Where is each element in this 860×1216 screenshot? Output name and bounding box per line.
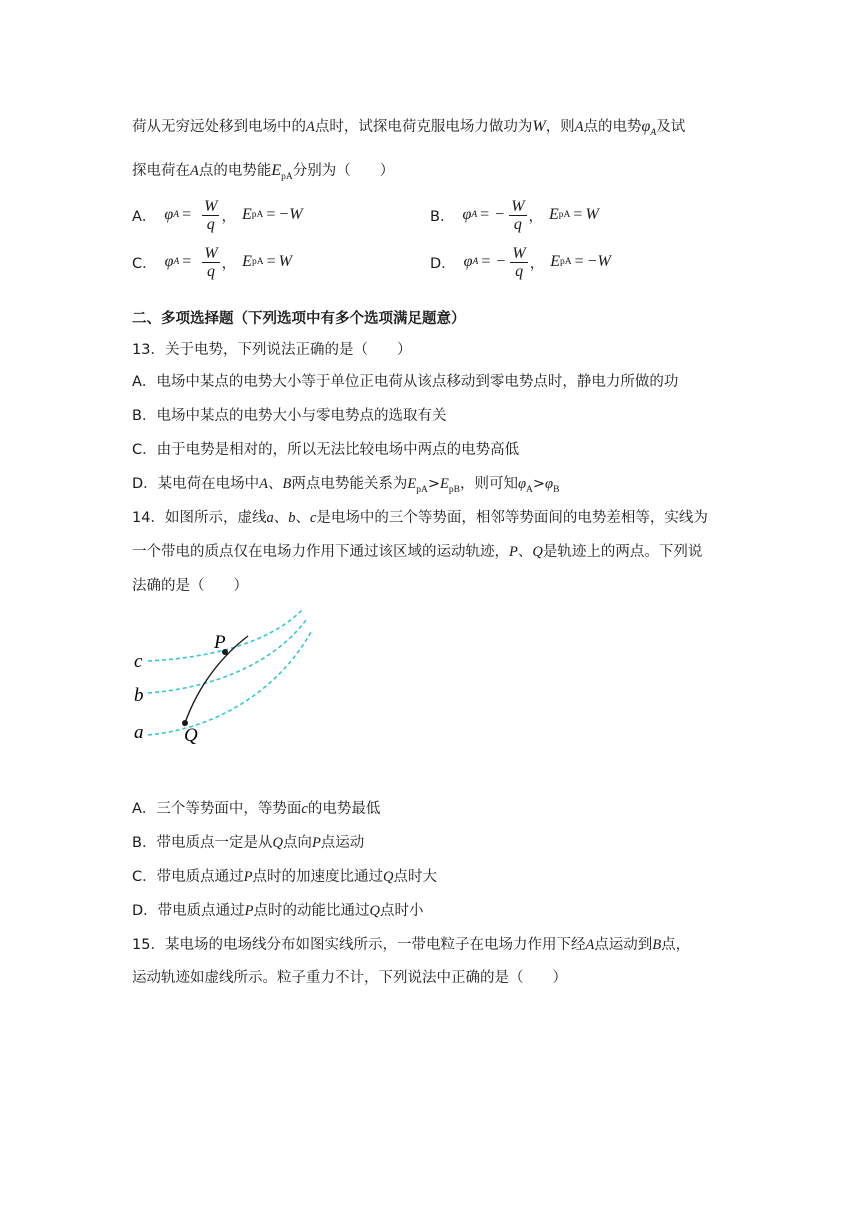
q13-stem: 13．关于电势，下列说法正确的是（ ） xyxy=(132,342,412,358)
q15-stem-line-1: 15．某电场的电场线分布如图实线所示，一带电粒子在电场力作用下经A点运动到B点， xyxy=(132,937,691,953)
q13-option-b[interactable]: B．电场中某点的电势大小与零电势点的选取有关 xyxy=(132,408,447,424)
equipotential-diagram xyxy=(128,604,328,754)
q12-stem-line-2: 探电荷在A点的电势能$E_{pA}$分别为（ ） xyxy=(132,162,395,182)
q12-option-b[interactable]: B． φ A = − $\frac{W}{q}$ ， E pA = W xyxy=(430,197,599,233)
q14-option-d[interactable]: D．带电质点通过P点时的动能比通过Q点时小 xyxy=(132,903,424,919)
q13-option-c[interactable]: C．由于电势是相对的，所以无法比较电场中两点的电势高低 xyxy=(132,442,520,458)
label-a: a xyxy=(134,722,144,743)
q12-stem-line-1: 荷从无穷远处移到电场中的A点时，试探电荷克服电场力做功为W，则A点的电势$\varphi_A$及试 xyxy=(132,118,686,138)
q14-stem-line-1: 14．如图所示，虚线a、b、c是电场中的三个等势面，相邻等势面间的电势差相等，实线为 xyxy=(132,510,708,526)
q12-option-c[interactable]: C． φ A = $\frac{W}{q}$ ， E pA = W xyxy=(132,244,292,280)
section-heading: 二、多项选择题（下列选项中有多个选项满足题意） xyxy=(132,311,466,327)
label-c: c xyxy=(134,651,143,672)
label-p: P xyxy=(214,632,226,653)
q12-option-d[interactable]: D． φ A = − $\frac{W}{q}$ ， E pA = −W xyxy=(430,244,611,280)
label-q: Q xyxy=(184,725,198,746)
q13-option-a[interactable]: A．电场中某点的电势大小等于单位正电荷从该点移动到零电势点时，静电力所做的功 xyxy=(132,374,679,390)
q15-stem-line-2: 运动轨迹如虚线所示。粒子重力不计，下列说法中正确的是（ ） xyxy=(132,970,567,986)
equipotential-line-a xyxy=(148,630,312,735)
q13-option-d[interactable]: D．某电荷在电场中A、B两点电势能关系为$E_{pA}>E_{pB}$，则可知$\varphi_A>\varphi_B$ xyxy=(132,476,560,495)
q14-option-a[interactable]: A．三个等势面中，等势面c的电势最低 xyxy=(132,801,381,817)
fraction-w-over-q: $\frac{W}{q}$ xyxy=(512,244,526,280)
fraction-w-over-q: $\frac{W}{q}$ xyxy=(204,197,218,233)
q14-option-b[interactable]: B．带电质点一定是从Q点向P点运动 xyxy=(132,835,365,851)
q14-option-c[interactable]: C．带电质点通过P点时的加速度比通过Q点时大 xyxy=(132,869,437,885)
q12-option-a[interactable]: A． φ A = $\frac{W}{q}$ ， E pA = −W xyxy=(132,197,303,233)
label-b: b xyxy=(134,685,144,706)
fraction-w-over-q: $\frac{W}{q}$ xyxy=(204,244,218,280)
equipotential-line-b xyxy=(148,620,306,693)
q14-stem-line-3: 法确的是（ ） xyxy=(132,578,248,594)
q14-stem-line-2: 一个带电的质点仅在电场力作用下通过该区域的运动轨迹，P、Q是轨迹上的两点。下列说 xyxy=(132,544,703,560)
fraction-w-over-q: $\frac{W}{q}$ xyxy=(511,197,525,233)
equipotential-figure xyxy=(128,604,328,758)
